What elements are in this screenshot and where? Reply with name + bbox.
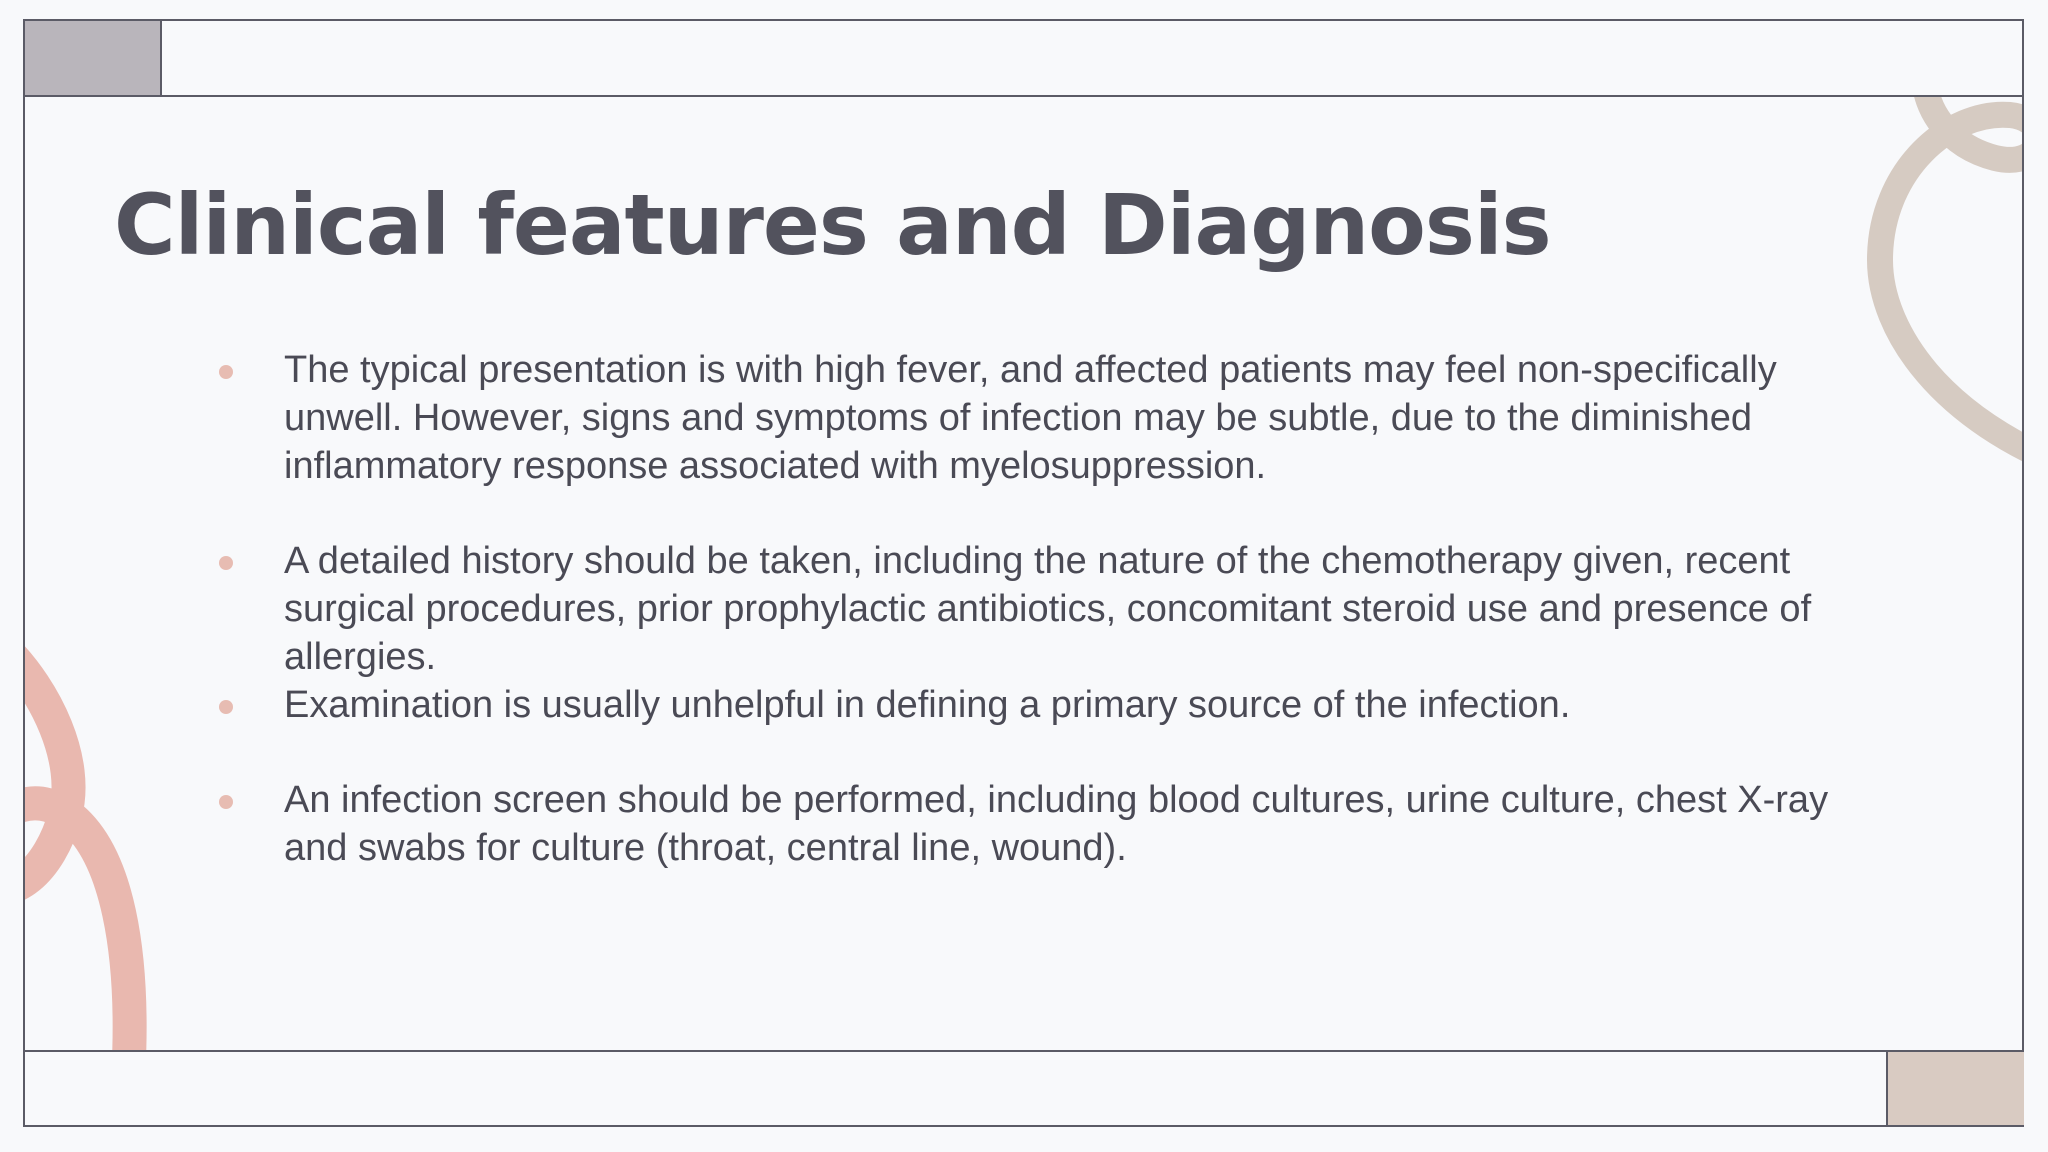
bullet-text: Examination is usually unhelpful in defining a primary source of the infection. [284, 684, 1571, 726]
bullet-dot-icon [219, 795, 233, 809]
corner-block-bottom-right [1886, 1052, 2024, 1125]
header-divider [23, 95, 2024, 97]
bullet-dot-icon [219, 700, 233, 714]
bullet-dot-icon [219, 556, 233, 570]
bullet-dot-icon [219, 365, 233, 379]
bullet-text: A detailed history should be taken, including the nature of the chemotherapy given, recent surgical procedures, prior prophylactic antibiotics, concomitant steroid use and presence of allergies. [284, 540, 1812, 678]
bullet-item [216, 537, 1876, 681]
bullet-item [216, 681, 1876, 729]
corner-block-top-left [25, 21, 162, 95]
footer-divider [23, 1050, 2024, 1052]
bullet-list [216, 346, 1876, 872]
bullet-text: An infection screen should be performed, including blood cultures, urine culture, chest X-ray and swabs for culture (throat, central line, wound). [284, 779, 1829, 869]
bullet-item [216, 776, 1876, 872]
slide-title: Clinical features and Diagnosis [114, 176, 1551, 274]
bullet-item [216, 346, 1876, 490]
bullet-text: The typical presentation is with high fever, and affected patients may feel non-specifically unwell. However, signs and symptoms of infection may be subtle, due to the diminished inflammatory response associated with myelosuppression. [284, 349, 1777, 487]
